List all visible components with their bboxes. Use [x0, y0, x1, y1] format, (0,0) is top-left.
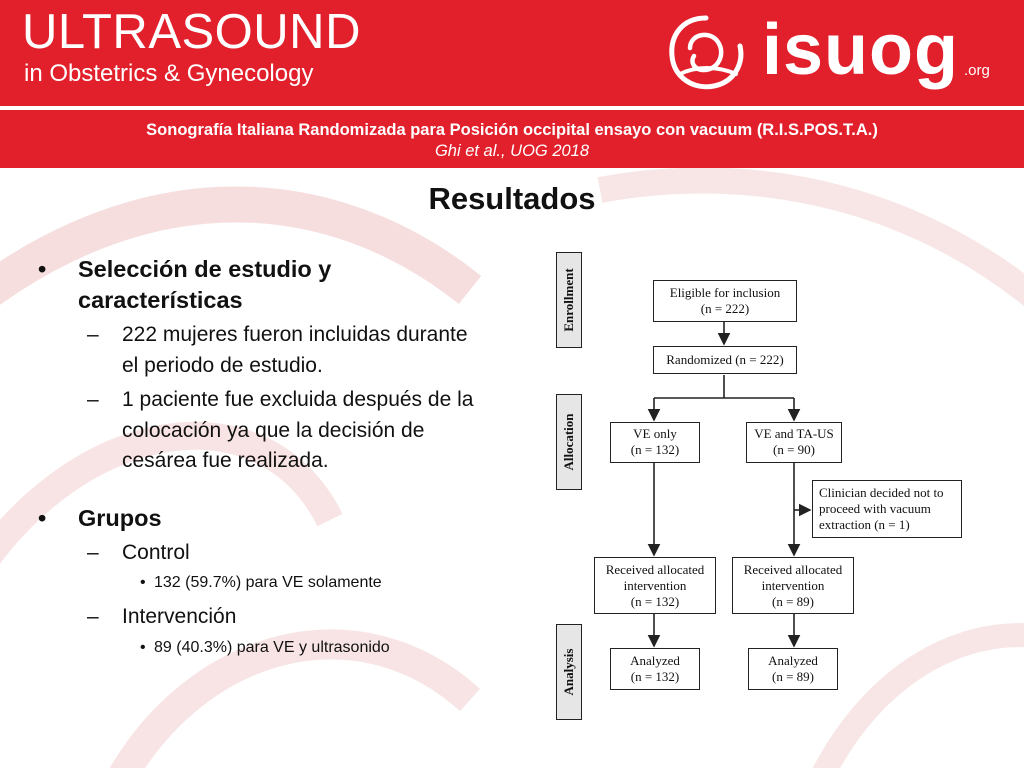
section-heading-groups-text: Grupos	[78, 504, 162, 531]
journal-title: ULTRASOUND	[22, 5, 361, 59]
stage-label-enrollment-text: Enrollment	[561, 268, 576, 332]
sub-bullet-excluded-text: 1 paciente fue excluida después de la colocación ya que la decisión de cesárea fue realizada.	[122, 388, 474, 472]
isuog-emblem-icon	[660, 8, 752, 100]
bullet-content	[36, 254, 486, 667]
stage-label-analysis	[556, 624, 582, 720]
section-heading-groups	[36, 503, 486, 534]
sub-bullet-intervention-text: Intervención	[122, 605, 237, 628]
section-heading-selection-text: Selección de estudio y características	[78, 256, 332, 313]
dash-marker: –	[87, 388, 99, 411]
box-received-left-line3: (n = 132)	[630, 594, 680, 609]
logo-wordmark: isuog	[762, 10, 959, 90]
box-ve-only	[610, 422, 700, 463]
box-received-left-line2: intervention	[623, 578, 687, 593]
box-analyzed-right-line1: Analyzed	[768, 653, 818, 668]
dash-marker: –	[87, 540, 99, 564]
box-ve-taus-line1: VE and TA-US	[754, 426, 834, 441]
journal-header	[0, 0, 1024, 106]
box-eligible-line2: (n = 222)	[700, 301, 750, 316]
box-excluded-line1: Clinician decided not to	[819, 485, 944, 500]
sub-bullet-control-text: Control	[122, 540, 190, 564]
stage-label-allocation	[556, 394, 582, 490]
box-received-left	[594, 557, 716, 614]
box-randomized-line1: Randomized (n = 222)	[666, 352, 784, 367]
logo-domain-suffix: .org	[964, 62, 990, 79]
sub-bullet-control	[36, 538, 486, 569]
box-received-right-line3: (n = 89)	[772, 594, 814, 609]
box-ve-only-line2: (n = 132)	[630, 442, 680, 457]
slide-title: Resultados	[428, 181, 596, 216]
box-eligible	[653, 280, 797, 322]
journal-subtitle: in Obstetrics & Gynecology	[24, 60, 314, 87]
box-ve-taus	[746, 422, 842, 463]
box-excluded-line3: extraction (n = 1)	[819, 517, 910, 532]
sub-bullet-included-text: 222 mujeres fueron incluidas durante el periodo de estudio.	[122, 323, 468, 377]
box-eligible-line1: Eligible for inclusion	[669, 285, 781, 300]
box-analyzed-left-line2: (n = 132)	[630, 669, 680, 684]
box-analyzed-right-line2: (n = 89)	[772, 669, 814, 684]
study-citation: Ghi et al., UOG 2018	[434, 142, 590, 160]
detail-intervention: • 89 (40.3%) para VE y ultrasonido	[36, 637, 486, 659]
stage-label-enrollment	[556, 252, 582, 348]
box-received-right-line1: Received allocated	[743, 562, 843, 577]
box-randomized	[653, 346, 797, 374]
dash-marker: –	[87, 323, 99, 346]
box-received-right	[732, 557, 854, 614]
isuog-logo	[660, 6, 1020, 102]
box-ve-only-line1: VE only	[633, 426, 677, 441]
box-analyzed-right	[748, 648, 838, 690]
box-excluded	[812, 480, 962, 538]
stage-label-analysis-text: Analysis	[561, 648, 576, 696]
section-heading-selection	[36, 254, 486, 316]
consort-flowchart	[556, 250, 966, 720]
box-received-left-line1: Received allocated	[605, 562, 705, 577]
box-analyzed-left-line1: Analyzed	[630, 653, 680, 668]
sub-bullet-intervention	[36, 602, 486, 633]
stage-label-allocation-text: Allocation	[561, 413, 576, 471]
box-ve-taus-line2: (n = 90)	[773, 442, 815, 457]
box-excluded-line2: proceed with vacuum	[819, 501, 931, 516]
sub-bullet-excluded	[36, 385, 486, 477]
box-received-right-line2: intervention	[761, 578, 825, 593]
box-analyzed-left	[610, 648, 700, 690]
detail-control: • 132 (59.7%) para VE solamente	[36, 572, 486, 594]
sub-bullet-included	[36, 320, 486, 381]
study-title: Sonografía Italiana Randomizada para Posición occipital ensayo con vacuum (R.I.S.POS.T.A.)	[146, 121, 878, 139]
study-banner	[0, 110, 1024, 168]
dash-marker: –	[87, 605, 99, 628]
